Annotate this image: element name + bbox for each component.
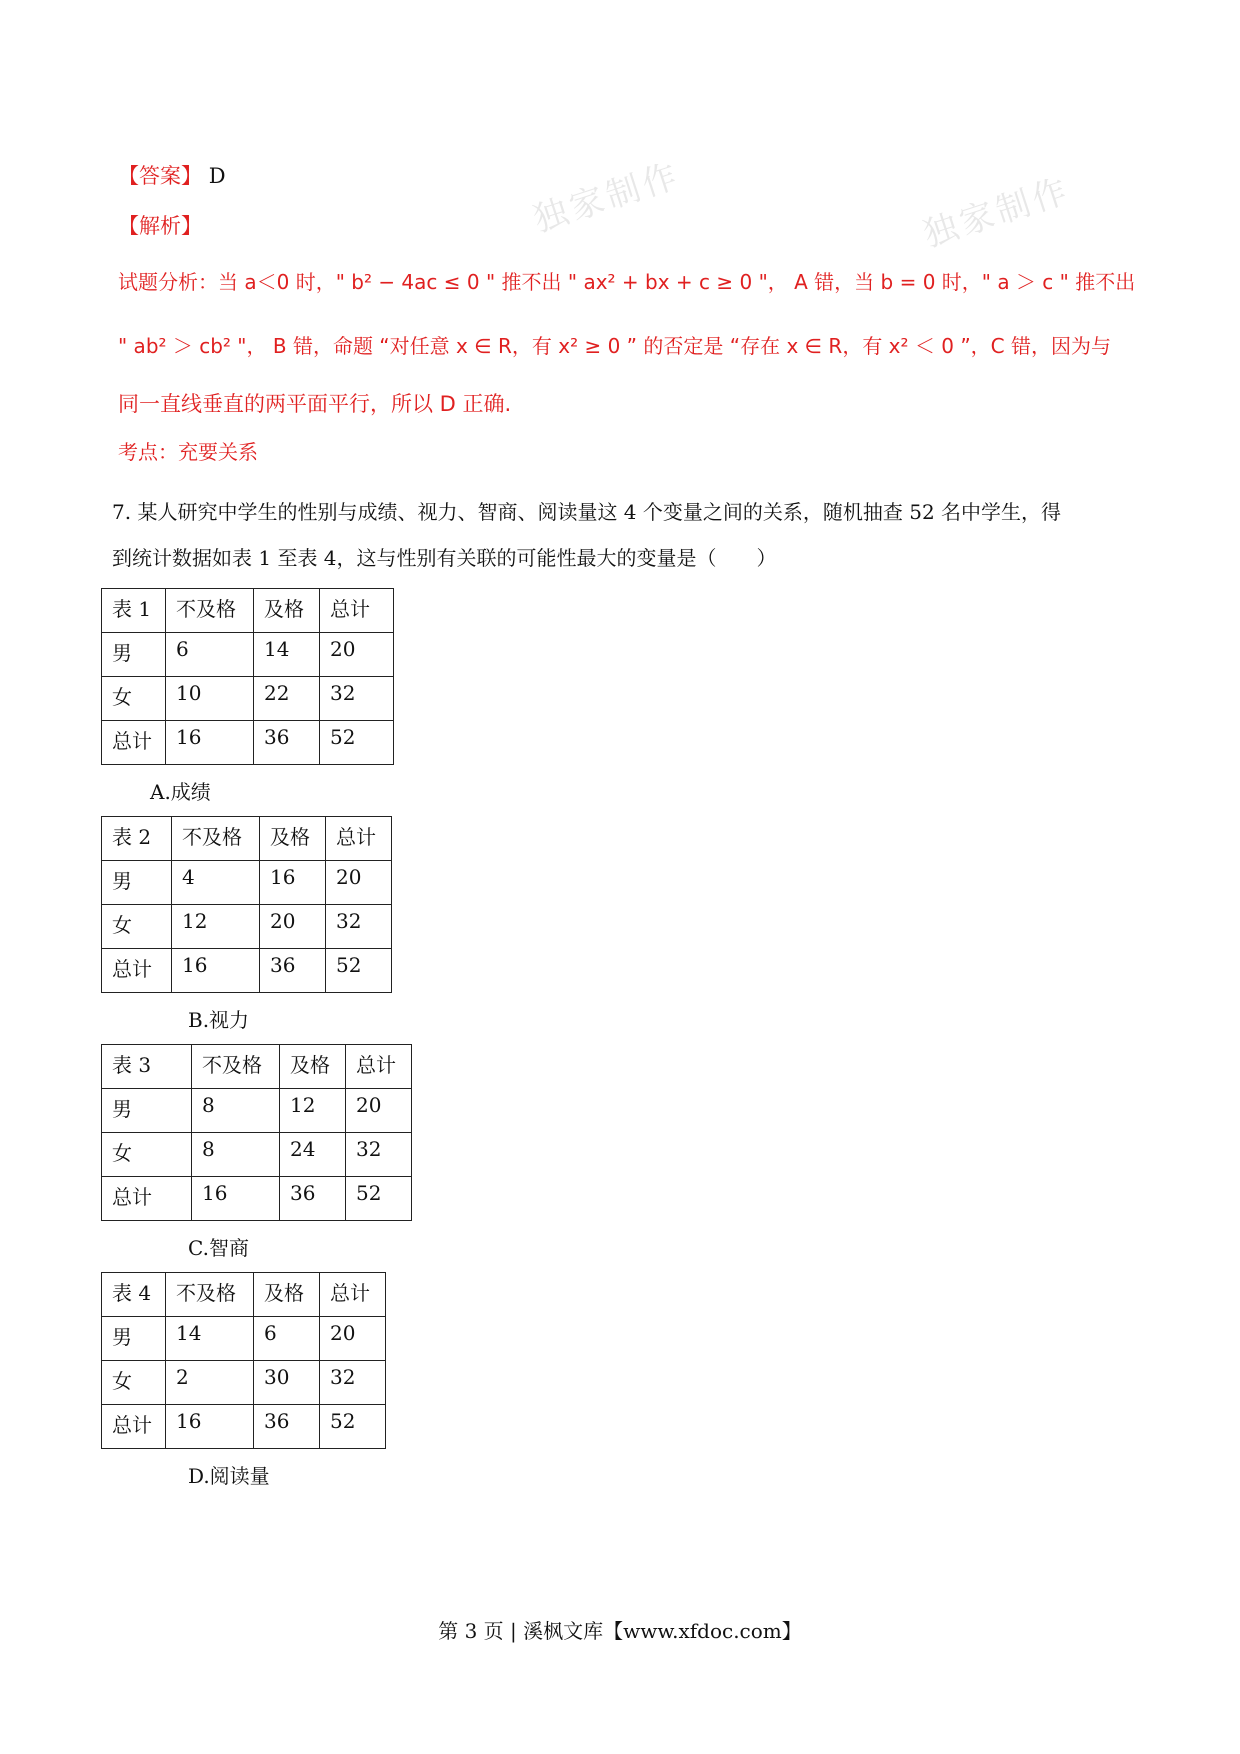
table-title: 表 4 (102, 1273, 166, 1317)
row-label: 男 (102, 633, 166, 677)
header-cell: 及格 (260, 817, 326, 861)
table-title: 表 2 (102, 817, 172, 861)
cell: 36 (260, 949, 326, 993)
cell: 14 (254, 633, 320, 677)
header-cell: 总计 (326, 817, 392, 861)
table-title: 表 3 (102, 1045, 192, 1089)
caption-c: C.智商 (188, 1236, 249, 1260)
cell: 6 (254, 1317, 320, 1361)
table-1 (101, 588, 394, 765)
cell: 32 (346, 1133, 412, 1177)
cell: 32 (320, 1361, 386, 1405)
analysis-line-1: 试题分析：当 a＜0 时，" b² − 4ac ≤ 0 " 推不出 " ax² + bx + c ≥ 0 "， A 错，当 b = 0 时，" a ＞ c " 推不出 (118, 270, 1136, 294)
cell: 24 (280, 1133, 346, 1177)
caption-d: D.阅读量 (188, 1464, 270, 1488)
row-label: 女 (102, 1361, 166, 1405)
header-cell: 及格 (254, 1273, 320, 1317)
question-line-2: 到统计数据如表 1 至表 4，这与性别有关联的可能性最大的变量是（ ） (112, 546, 777, 570)
table-3 (101, 1044, 412, 1221)
header-cell: 不及格 (172, 817, 260, 861)
cell: 8 (192, 1133, 280, 1177)
cell: 10 (166, 677, 254, 721)
cell: 12 (280, 1089, 346, 1133)
cell: 20 (260, 905, 326, 949)
row-label: 总计 (102, 721, 166, 765)
table-2 (101, 816, 392, 993)
header-cell: 总计 (320, 1273, 386, 1317)
caption-b: B.视力 (188, 1008, 250, 1032)
cell: 20 (346, 1089, 412, 1133)
answer-value: D (208, 164, 226, 188)
header-cell: 不及格 (166, 1273, 254, 1317)
header-cell: 总计 (320, 589, 394, 633)
caption-a: A.成绩 (150, 780, 211, 804)
analysis-line-3: 同一直线垂直的两平面平行，所以 D 正确. (118, 392, 512, 416)
row-label: 总计 (102, 1405, 166, 1449)
header-cell: 及格 (280, 1045, 346, 1089)
cell: 52 (326, 949, 392, 993)
header-cell: 不及格 (166, 589, 254, 633)
page-footer: 第 3 页 | 溪枫文库【www.xfdoc.com】 (438, 1619, 802, 1643)
cell: 4 (172, 861, 260, 905)
cell: 52 (346, 1177, 412, 1221)
row-label: 女 (102, 677, 166, 721)
cell: 36 (280, 1177, 346, 1221)
table-4 (101, 1272, 386, 1449)
watermark-right: 独家制作 (918, 170, 1076, 256)
answer-label: 【答案】 (118, 164, 202, 188)
row-label: 女 (102, 905, 172, 949)
cell: 36 (254, 1405, 320, 1449)
analysis-line-2: " ab² ＞ cb² "， B 错，命题 “对任意 x ∈ R，有 x² ≥ 0 ” 的否定是 “存在 x ∈ R，有 x² ＜ 0 ”，C 错，因为与 (118, 334, 1112, 358)
cell: 20 (320, 633, 394, 677)
cell: 22 (254, 677, 320, 721)
row-label: 女 (102, 1133, 192, 1177)
kaodian: 考点：充要关系 (118, 440, 258, 464)
row-label: 男 (102, 1317, 166, 1361)
cell: 20 (320, 1317, 386, 1361)
cell: 32 (320, 677, 394, 721)
cell: 36 (254, 721, 320, 765)
header-cell: 总计 (346, 1045, 412, 1089)
analysis-label: 【解析】 (118, 214, 202, 238)
cell: 8 (192, 1089, 280, 1133)
cell: 16 (166, 1405, 254, 1449)
row-label: 男 (102, 1089, 192, 1133)
cell: 14 (166, 1317, 254, 1361)
cell: 12 (172, 905, 260, 949)
table-title: 表 1 (102, 589, 166, 633)
cell: 52 (320, 721, 394, 765)
answer-line (118, 162, 226, 190)
header-cell: 不及格 (192, 1045, 280, 1089)
row-label: 总计 (102, 1177, 192, 1221)
row-label: 男 (102, 861, 172, 905)
cell: 16 (192, 1177, 280, 1221)
cell: 30 (254, 1361, 320, 1405)
header-cell: 及格 (254, 589, 320, 633)
row-label: 总计 (102, 949, 172, 993)
cell: 32 (326, 905, 392, 949)
question-line-1: 7. 某人研究中学生的性别与成绩、视力、智商、阅读量这 4 个变量之间的关系，随机抽查 52 名中学生，得 (112, 500, 1062, 524)
watermark-left: 独家制作 (528, 155, 686, 241)
cell: 20 (326, 861, 392, 905)
cell: 6 (166, 633, 254, 677)
cell: 16 (260, 861, 326, 905)
cell: 52 (320, 1405, 386, 1449)
cell: 2 (166, 1361, 254, 1405)
cell: 16 (172, 949, 260, 993)
cell: 16 (166, 721, 254, 765)
